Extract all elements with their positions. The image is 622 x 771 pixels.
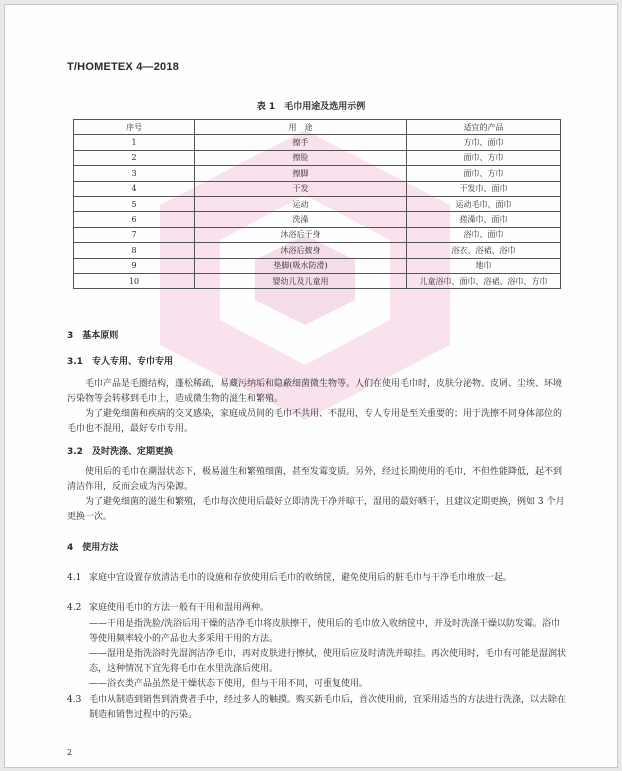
cell-product: 面巾、方巾 — [406, 166, 560, 181]
cell-no: 4 — [74, 181, 195, 196]
paragraph: 毛巾产品是毛圈结构，蓬松稀疏，易藏污纳垢和隐蔽细菌微生物等。人们在使用毛巾时，皮肤分泌物、皮屑、尘埃、环境污染物等会转移到毛巾上，造成微生物的滋生和繁殖。 — [67, 379, 563, 404]
section-heading-3-2: 3.2 及时洗涤、定期更换 — [67, 447, 173, 457]
table-row — [74, 258, 561, 273]
cell-product: 儿童浴巾、面巾、浴裙、浴巾、方巾 — [406, 273, 560, 288]
cell-product: 方巾、面巾 — [406, 135, 560, 150]
column-header: 适宜的产品 — [406, 120, 560, 135]
cell-no: 1 — [74, 135, 195, 150]
table-row — [74, 212, 561, 227]
cell-use: 沐浴后披身 — [195, 243, 407, 258]
cell-product: 面巾、方巾 — [406, 150, 560, 165]
paragraph: 家庭中宜设置存放清洁毛巾的设施和存放使用后毛巾的收纳筐，避免使用后的脏毛巾与干净毛巾堆放一起。 — [89, 573, 513, 583]
cell-no: 5 — [74, 196, 195, 211]
cell-no: 9 — [74, 258, 195, 273]
cell-no: 8 — [74, 243, 195, 258]
cell-use: 运动 — [195, 196, 407, 211]
section-heading-4: 4 使用方法 — [67, 543, 119, 553]
paragraph: 为了避免细菌的滋生和繁殖，毛巾每次使用后最好立即清洗干净并晾干，湿用的最好晒干，且建议定期更换，例如 3 个月更换一次。 — [67, 497, 565, 522]
cell-product: 浴衣、浴裙、浴巾 — [406, 243, 560, 258]
cell-no: 3 — [74, 166, 195, 181]
paragraph: 家庭使用毛巾的方法一般有干用和湿用两种。 — [89, 603, 270, 613]
column-header: 序号 — [74, 120, 195, 135]
cell-product: 浴巾、面巾 — [406, 227, 560, 242]
table-row — [74, 150, 561, 165]
table-row — [74, 181, 561, 196]
paragraph: 使用后的毛巾在潮湿状态下，极易滋生和繁殖细菌，甚至发霉变质。另外，经过长期使用的毛巾，不但性能降低，起不到清洁作用，反而会成为污染源。 — [67, 467, 563, 492]
cell-no: 10 — [74, 273, 195, 288]
document-header: T/HOMETEX 4—2018 — [67, 61, 180, 73]
cell-no: 2 — [74, 150, 195, 165]
cell-product: 搓澡巾、面巾 — [406, 212, 560, 227]
cell-no: 7 — [74, 227, 195, 242]
clause-number: 4.3 — [67, 695, 82, 705]
cell-use: 擦脚 — [195, 166, 407, 181]
cell-product: 地巾 — [406, 258, 560, 273]
clause-number: 4.1 — [67, 573, 82, 583]
cell-use: 擦手 — [195, 135, 407, 150]
document-page — [4, 4, 618, 768]
table-row — [74, 273, 561, 288]
usage-table — [73, 119, 561, 289]
list-item: ——湿用是指洗浴时先湿润洁净毛巾，再对皮肤进行擦拭，使用后应及时清洗并晾挂。再次使用时，毛巾有可能是湿润状态，这种情况下宜先将毛巾在水里洗涤后使用。 — [89, 649, 567, 674]
cell-use: 擦脸 — [195, 150, 407, 165]
page-number: 2 — [67, 748, 73, 757]
cell-use: 垫脚(吸水防滑) — [195, 258, 407, 273]
clause-number: 4.2 — [67, 603, 82, 613]
cell-use: 干发 — [195, 181, 407, 196]
section-heading-3-1: 3.1 专人专用、专巾专用 — [67, 357, 173, 367]
section-heading-3: 3 基本原则 — [67, 331, 119, 341]
column-header: 用 途 — [195, 120, 407, 135]
cell-no: 6 — [74, 212, 195, 227]
table-row — [74, 227, 561, 242]
table-caption: 表 1 毛巾用途及选用示例 — [256, 102, 366, 112]
cell-use: 洗澡 — [195, 212, 407, 227]
table-row — [74, 243, 561, 258]
list-item: ——浴衣类产品虽然是干燥状态下使用，但与干用不同，可重复使用。 — [89, 679, 369, 689]
table-row — [74, 196, 561, 211]
table-row — [74, 166, 561, 181]
cell-product: 运动毛巾、面巾 — [406, 196, 560, 211]
cell-product: 干发巾、面巾 — [406, 181, 560, 196]
cell-use: 婴幼儿及儿童用 — [195, 273, 407, 288]
paragraph: 为了避免细菌和疾病的交叉感染，家庭成员间的毛巾不共用、不混用，专人专用是至关重要的；用于洗擦不同身体部位的毛巾也不混用，最好专巾专用。 — [67, 409, 563, 434]
list-item: ——干用是指洗脸/洗浴后用干燥的洁净毛巾将皮肤擦干，使用后的毛巾放入收纳筐中，并及时洗涤干燥以防发霉。浴巾等使用频率较小的产品也大多采用干用的方法。 — [89, 619, 561, 644]
cell-use: 沐浴后干身 — [195, 227, 407, 242]
paragraph: 毛巾从制造到销售到消费者手中，经过多人的触摸。购买新毛巾后，首次使用前，宜采用适当的方法进行洗涤，以去除在制造和销售过程中的污染。 — [89, 695, 567, 720]
table-row — [74, 135, 561, 150]
table-header-row — [74, 120, 561, 135]
